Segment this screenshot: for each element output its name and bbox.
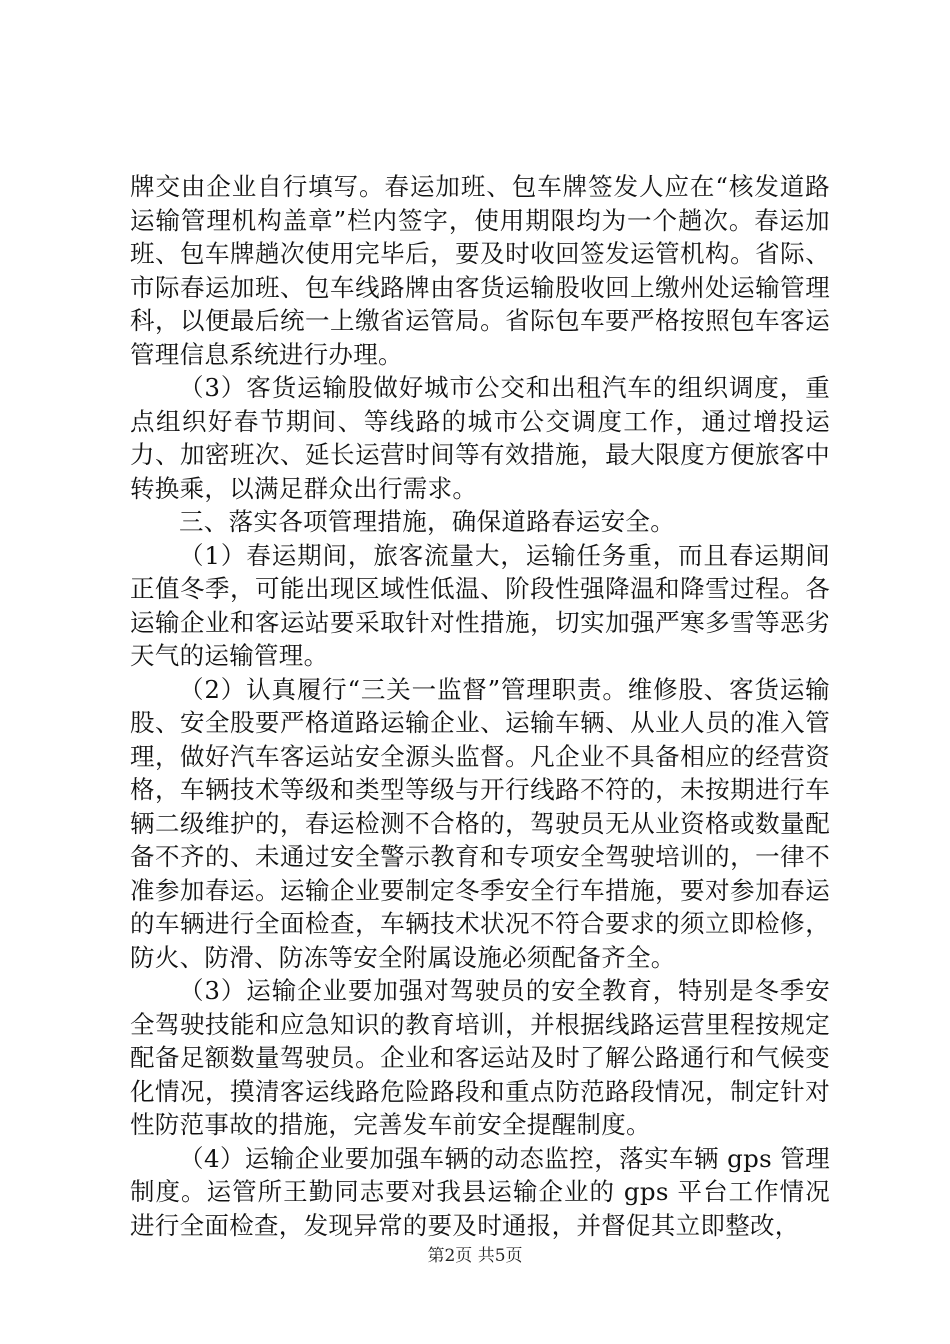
page-number-footer: 第2页 共5页: [427, 1246, 523, 1266]
section-heading-3: 三、落实各项管理措施，确保道路春运安全。: [179, 507, 675, 536]
document-body: [130, 170, 830, 1242]
paragraph-5: （2）认真履行“三关一监督”管理职责。维修股、客货运输股、安全股要严格道路运输企业、运输车辆、从业人员的准入管理，做好汽车客运站安全源头监督。凡企业不具备相应的经营资格，车辆技术等级和类型等级与开行线路不符的，未按期进行车辆二级维护的，春运检测不合格的，驾驶员无从业资格或数量配备不齐的、未通过安全警示教育和专项安全驾驶培训的，一律不准参加春运。运输企业要制定冬季安全行车措施，要对参加春运的车辆进行全面检查，车辆技术状况不符合要求的须立即检修，防火、防滑、防冻等安全附属设施必须配备齐全。: [130, 674, 830, 972]
paragraph-1: 牌交由企业自行填写。春运加班、包车牌签发人应在“核发道路运输管理机构盖章”栏内签字，使用期限均为一个趟次。春运加班、包车牌趟次使用完毕后，要及时收回签发运管机构。省际、市际春运加班、包车线路牌由客货运输股收回上缴州处运输管理科，以便最后统一上缴省运管局。省际包车要严格按照包车客运管理信息系统进行办理。: [130, 172, 830, 369]
paragraph-4: （1）春运期间，旅客流量大，运输任务重，而且春运期间正值冬季，可能出现区域性低温、阶段性强降温和降雪过程。各运输企业和客运站要采取针对性措施，切实加强严寒多雪等恶劣天气的运输管理。: [130, 540, 830, 670]
paragraph-2: （3）客货运输股做好城市公交和出租汽车的组织调度，重点组织好春节期间、等线路的城市公交调度工作，通过增投运力、加密班次、延长运营时间等有效措施，最大限度方便旅客中转换乘，以满足群众出行需求。: [130, 373, 830, 503]
paragraph-7: （4）运输企业要加强车辆的动态监控，落实车辆 gps 管理制度。运管所王勤同志要对我县运输企业的 gps 平台工作情况进行全面检查，发现异常的要及时通报，并督促其立即整改，: [130, 1143, 830, 1240]
paragraph-6: （3）运输企业要加强对驾驶员的安全教育，特别是冬季安全驾驶技能和应急知识的教育培训，并根据线路运营里程按规定配备足额数量驾驶员。企业和客运站及时了解公路通行和气候变化情况，摸清客运线路危险路段和重点防范路段情况，制定针对性防范事故的措施，完善发车前安全提醒制度。: [130, 976, 830, 1139]
